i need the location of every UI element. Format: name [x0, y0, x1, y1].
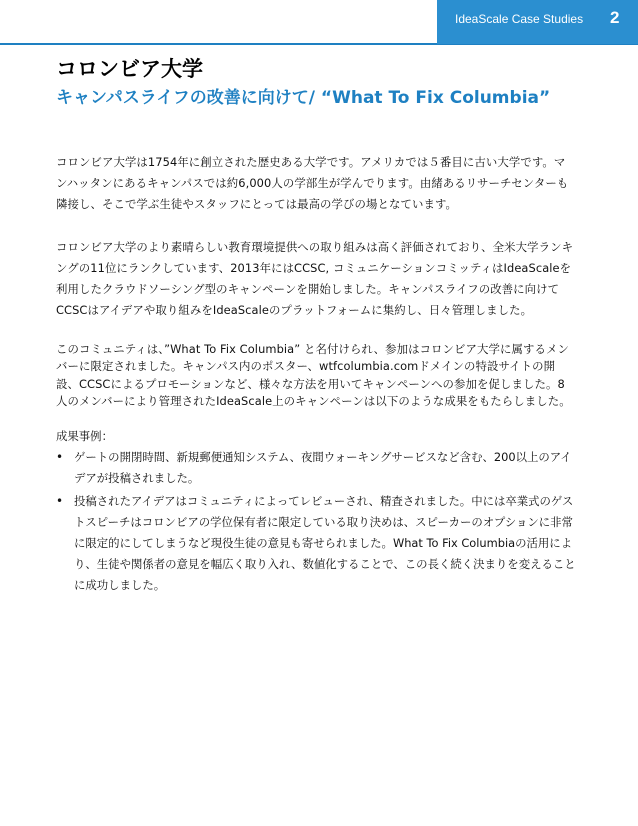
main-content	[56, 54, 576, 598]
list-item	[56, 447, 576, 489]
page-subtitle: キャンパスライフの改善に向けて/ “What To Fix Columbia”	[56, 88, 551, 108]
case-text: ゲートの開閉時間、新規郵便通知システム、夜間ウォーキングサービスなど含む、200以上のアイデアが投稿されました。	[74, 450, 572, 486]
paragraph-history: コロンビア大学は1754年に創立された歴史ある大学です。アメリカでは５番目に古い大学です。マンハッタンにあるキャンパスでは約6,000人の学部生が学んでります。由緒あるリサーチセンターも隣接し、そこで学ぶ生徒やスタッフにとっては最高の学びの場となています。	[56, 155, 569, 211]
cases-label: 成果事例：	[56, 429, 113, 444]
cases-list	[56, 447, 576, 596]
paragraph-community: このコミュニティは、”What To Fix Columbia” と名付けられ、参加はコロンビア大学に属するメンバーに限定されました。キャンパス内のポスター、wtfcolumbia.comドメインの特設サイトの開設、CCSCによるプロモーションなど、様々な方法を用いてキャンペーンへの参加を促しました。8人のメンバーにより管理されたIdeaScale上のキャンペーンは以下のような成果をもたらしました。	[56, 342, 571, 408]
bullet-icon: •	[56, 494, 64, 509]
case-text: 投稿されたアイデアはコミュニティによってレビューされ、精査されました。中には卒業式のゲストスピーチはコロンビアの学位保有者に限定している取り決めは、スピーカーのオプションに非常に限定的にしてしまうなど現役生徒の意見も寄せられました。What To Fix Columbiaの活用により、生徒や関係者の意見を幅広く取り入れ、数値化することで、この長く続く決まりを変えることに成功しました。	[74, 494, 576, 593]
page-number: 2	[610, 8, 620, 27]
header-doc-title: IdeaScale Case Studies	[455, 12, 584, 26]
paragraph-initiative: コロンビア大学のより素晴らしい教育環境提供への取り組みは高く評価されており、全米大学ランキングの11位にランクしています、2013年にはCCSC, コミュニケーションコミッティはIdeaScaleを利用したクラウドソーシング型のキャンペーンを開始しました。キャンパスライフの改善に向けてCCSCはアイデアや取り組みをIdeaScaleのプラットフォームに集約し、日々管理しました。	[56, 240, 574, 317]
bullet-icon: •	[56, 450, 64, 465]
page-title: コロンビア大学	[56, 57, 203, 81]
list-item	[56, 491, 576, 596]
